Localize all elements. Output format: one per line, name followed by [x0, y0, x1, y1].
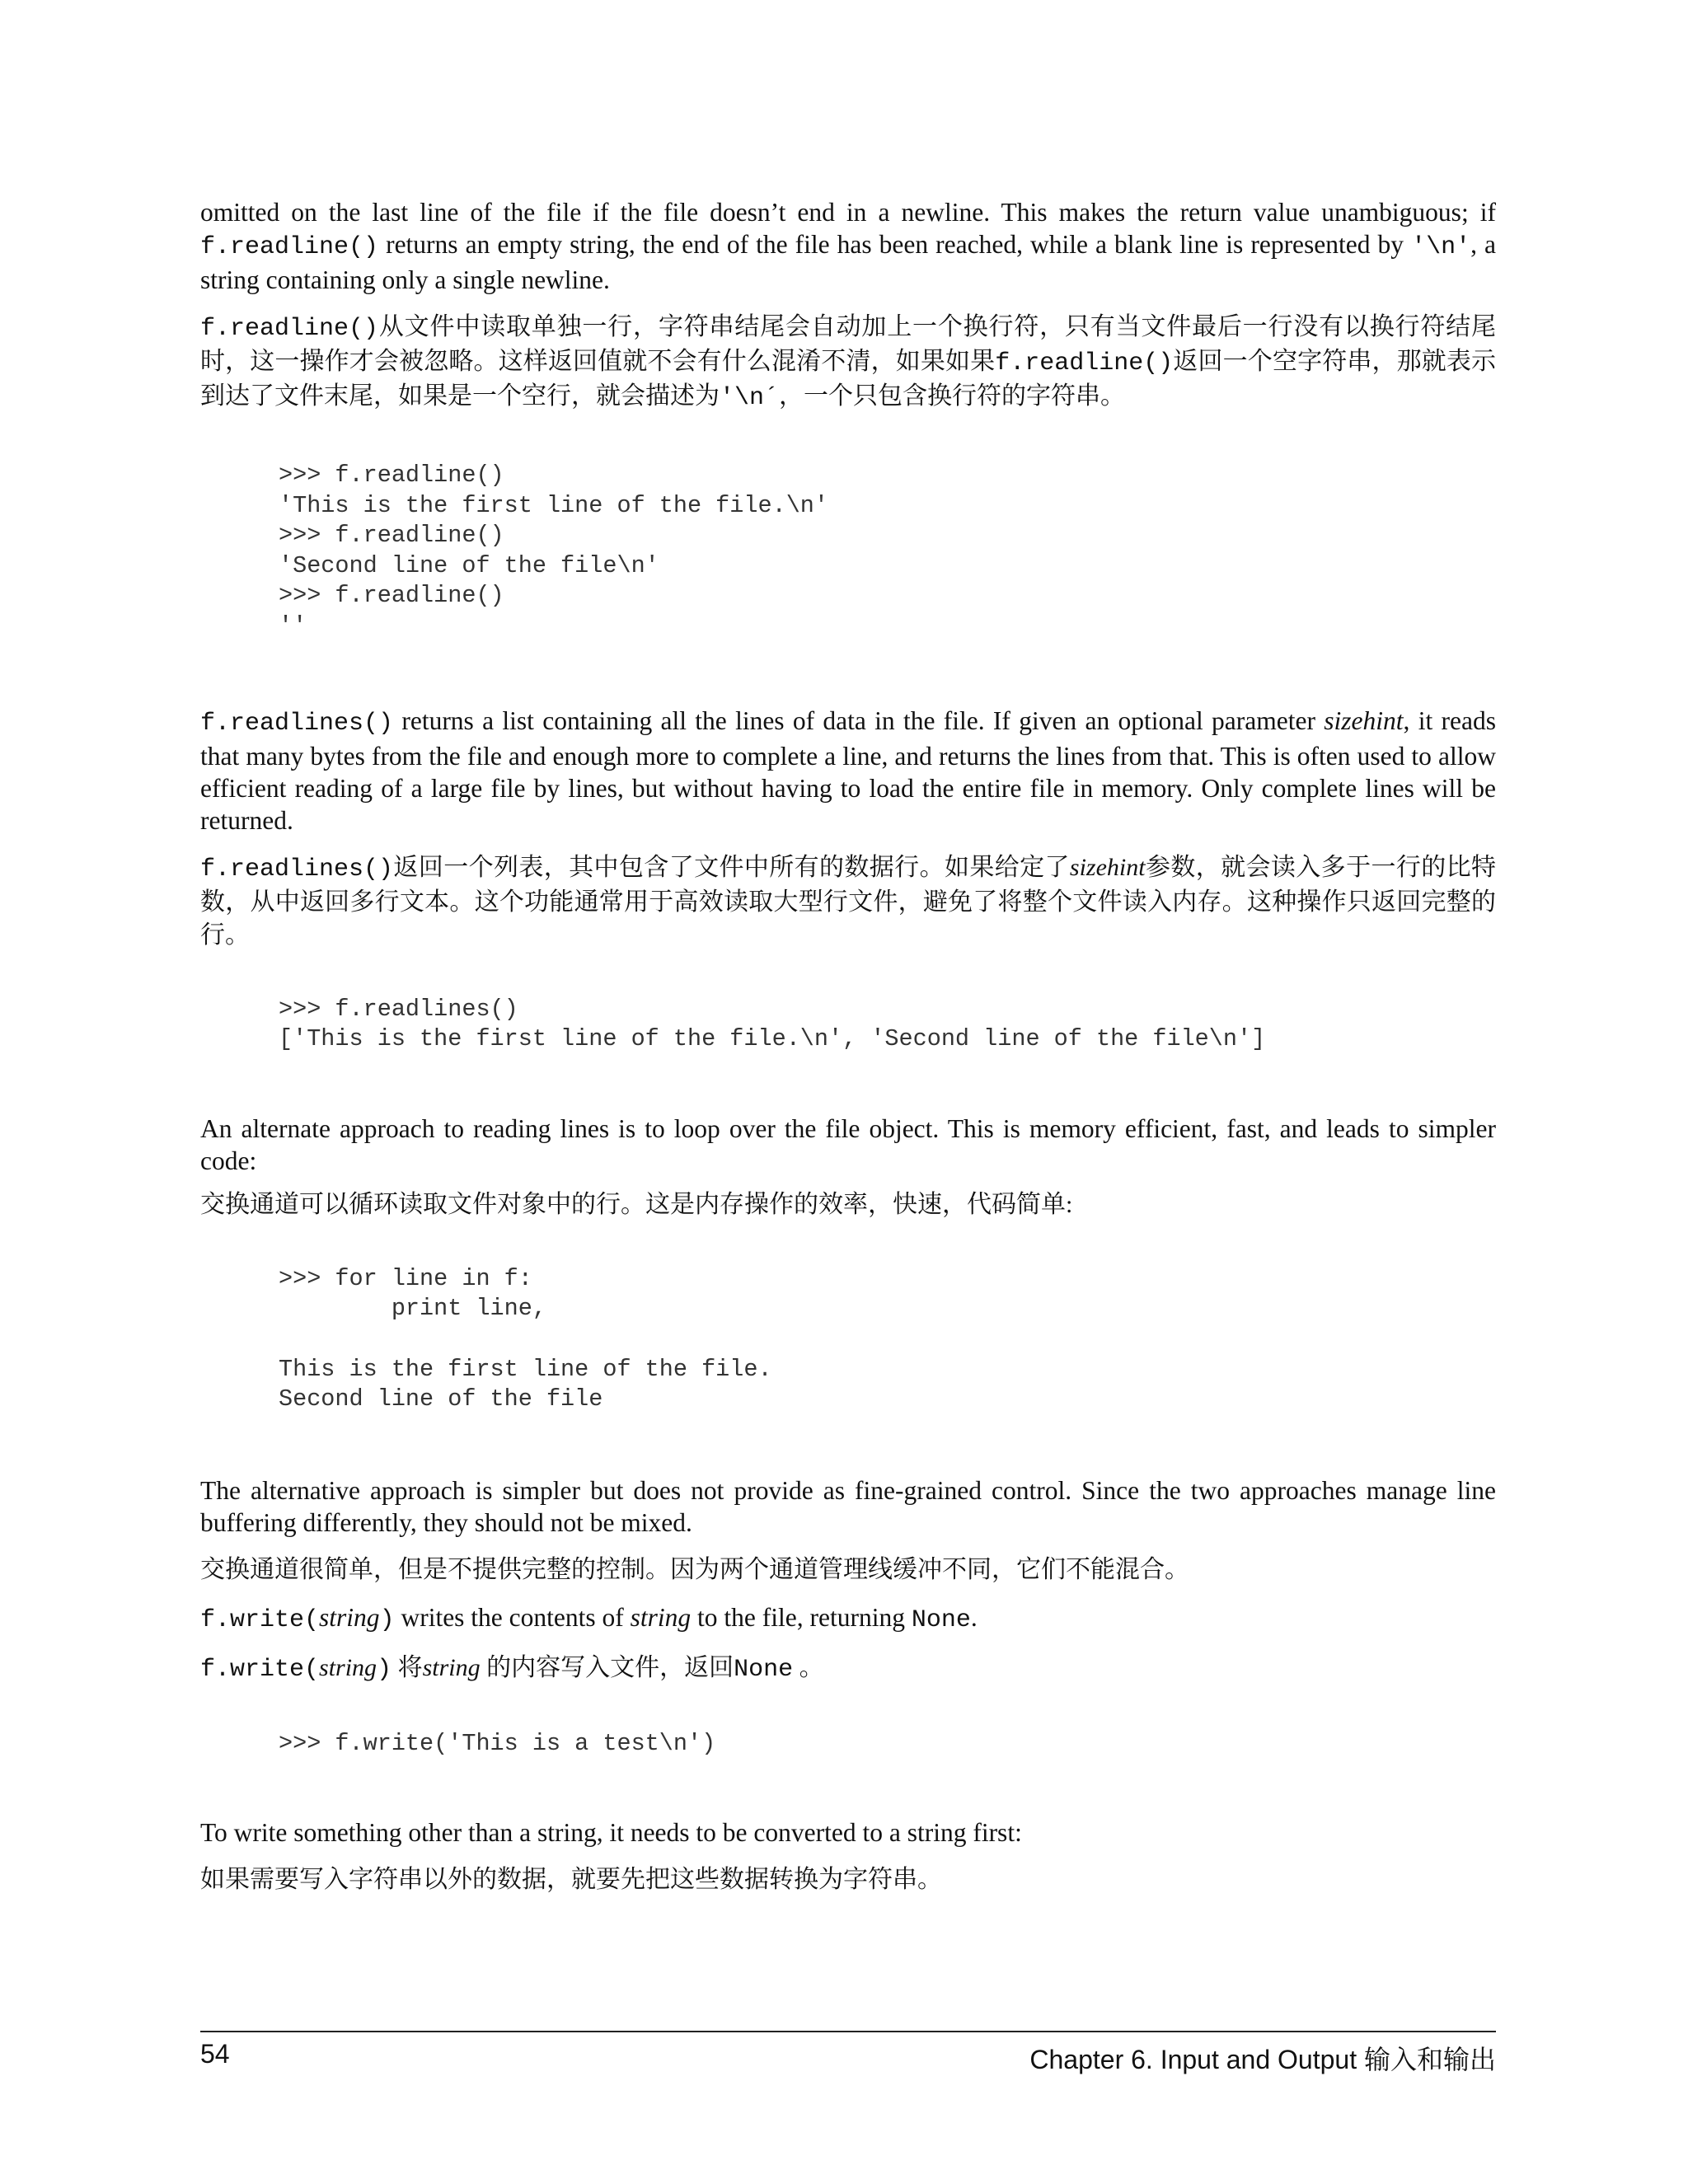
inline-code: f.write(: [200, 1605, 320, 1634]
inline-code: f.readline(): [995, 349, 1174, 377]
inline-code: f.readline(): [200, 233, 379, 261]
text: 参数，就会读入多于一行的比特数，从中返回多行文本。这个功能通常用于高效读取大型行文件，避免了将整个文件读入内存。这种操作只返回完整的行。: [200, 853, 1497, 949]
text: ，一个只包含换行符的字符串。: [779, 382, 1126, 410]
paragraph-convert-zh: 如果需要写入字符串以外的数据，就要先把这些数据转换为字符串。: [200, 1866, 942, 1894]
paragraph-loop: An alternate approach to reading lines is to loop over the file object. This is memory efficient, fast, and leads to simpler code:: [200, 1113, 1496, 1175]
text: returns an empty string, the end of the file has been reached, while a blank line is represented by: [378, 230, 1412, 259]
paragraph-loop-zh: 交换通道可以循环读取文件对象中的行。这是内存操作的效率，快速，代码简单:: [200, 1190, 1073, 1218]
text: , it reads that many bytes from the file and enough more to complete a line, and returns the lines from that. This is often used to allow efficient reading of a large file by lines, but without having to load the entire file in memory. Only complete lines will be returned.: [200, 705, 1496, 835]
paragraph-convert: To write something other than a string, it needs to be converted to a string first:: [200, 1818, 1022, 1848]
emphasis: string: [319, 1653, 377, 1681]
page-footer: [200, 2031, 1496, 2077]
inline-code: '\n': [1411, 233, 1471, 261]
inline-code: '\n´: [720, 384, 780, 412]
emphasis: string: [630, 1602, 692, 1632]
emphasis: sizehint: [1324, 705, 1404, 735]
code-block-readlines: >>> f.readlines() ['This is the first line of the file.\n', 'Second line of the file\n']: [279, 995, 1266, 1053]
emphasis: string: [422, 1653, 481, 1681]
emphasis: string: [319, 1602, 380, 1632]
text: , a string containing only a single newline.: [200, 230, 1497, 294]
inline-code: ): [377, 1655, 392, 1684]
inline-code: ): [379, 1605, 395, 1634]
page-content: [200, 196, 1496, 1911]
inline-code: None: [911, 1605, 971, 1634]
text: 返回一个空字符串，那就表示到达了文件末尾，如果是一个空行，就会描述为: [200, 348, 1497, 410]
paragraph-write: [200, 1601, 1496, 1637]
inline-code: f.readlines(): [200, 709, 394, 738]
chapter-title: Chapter 6. Input and Output 输入和输出: [1029, 2045, 1496, 2074]
paragraph-alternative-zh: 交换通道很简单，但是不提供完整的控制。因为两个通道管理线缓冲不同，它们不能混合。: [200, 1555, 1189, 1583]
inline-code: f.readlines(): [200, 855, 394, 883]
text: 从文件中读取单独一行，字符串结尾会自动加上一个换行符，只有当文件最后一行没有以换行符结尾时，这一操作才会被忽略。这样返回值就不会有什么混淆不清，如果如果: [200, 313, 1496, 375]
text: omitted on the last line of the file if the file doesn’t end in a newline. This makes the return value unambiguous; if: [200, 198, 1496, 227]
text: to the file, returning: [691, 1602, 912, 1632]
inline-code: f.write(: [200, 1655, 320, 1684]
code-block-loop: >>> for line in f: print line, This is the first line of the file. Second line of the file: [279, 1264, 772, 1413]
page-number: 54: [200, 2039, 230, 2069]
inline-code: f.readline(): [200, 315, 379, 343]
emphasis: sizehint: [1069, 853, 1146, 881]
text: 。: [793, 1653, 824, 1681]
text: 的内容写入文件，返回: [480, 1653, 734, 1681]
paragraph-readlines: [200, 705, 1496, 837]
code-block-readline: >>> f.readline() 'This is the first line of the file.\n' >>> f.readline() 'Second line of the file\n' >>> f.readline() '': [279, 462, 829, 640]
text: .: [970, 1602, 978, 1632]
paragraph-readline-intro: [200, 196, 1496, 296]
code-block-write: >>> f.write('This is a test\n'): [279, 1729, 716, 1757]
paragraph-readline-zh: [200, 311, 1496, 415]
inline-code: None: [734, 1655, 794, 1684]
text: 将: [392, 1653, 423, 1681]
paragraph-alternative: The alternative approach is simpler but does not provide as fine-grained control. Since the two approaches manage line buffering differently, they should not be mixed.: [200, 1475, 1496, 1537]
text: 返回一个列表，其中包含了文件中所有的数据行。如果给定了: [393, 853, 1070, 881]
text: returns a list containing all the lines of data in the file. If given an optional parameter: [393, 705, 1325, 735]
text: writes the contents of: [394, 1602, 631, 1632]
paragraph-readlines-zh: [200, 851, 1496, 952]
paragraph-write-zh: [200, 1652, 1496, 1686]
